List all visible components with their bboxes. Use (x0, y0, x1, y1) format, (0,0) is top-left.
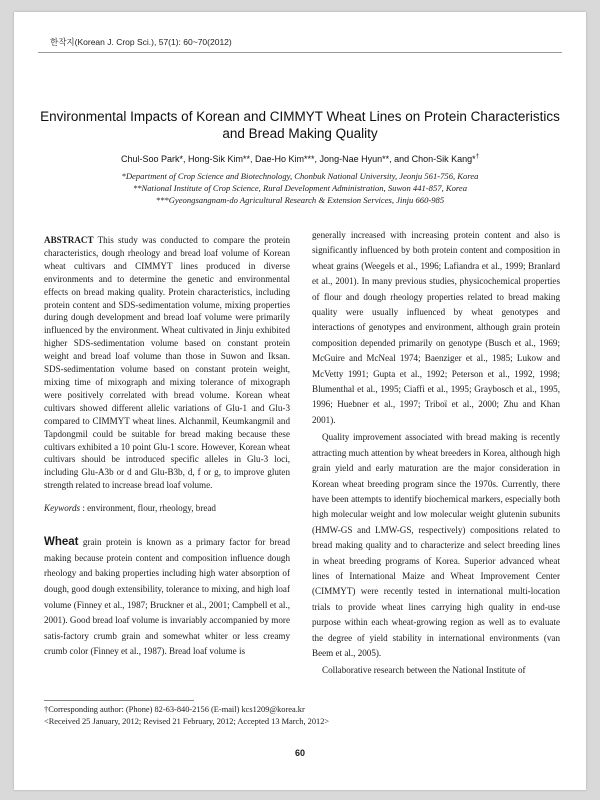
title-line-2: and Bread Making Quality (222, 126, 378, 141)
affiliation-3: ***Gyeongsangnam-do Agricultural Research & Extension Services, Jinju 660-985 (155, 195, 445, 205)
right-paragraph-1: generally increased with increasing protein content and also is significantly influenced by both protein content and composition in wheat grains (Weegels et al., 1996; Lafiandra et al., 1999; Branlard et al., 2001). In many previous studies, physicochemical properties of flour and dough rheology properties related to bread making quality were usually influenced by wheat genotypes and interactions of genotypes and environment, although grain protein composition depended primarily on genotype (Busch et al., 1969; McGuire and McNeal 1974; Baenziger et al., 1985; Lukow and McVetty 1991; Gupta et al., 1992; Peterson et al., 1992, 1998; Blumenthal et al., 1995; Ciaffi et al., 1995; Graybosch et al., 1995, 1996; Huebner et al., 1997; Triboï et al., 2000; Zhu and Khan 2001). (312, 230, 560, 425)
abstract (44, 234, 290, 492)
right-paragraph-2: Quality improvement associated with bread making is recently attracting much attention by wheat breeders in Korea, although high grain yield and early maturation are the major consideration in Korean wheat breeding program since the 1970s. Currently, there have been attempts to identify biochemical markers, especially both high molecular weight and low molecular weight glutenin subunits (HMW-GS and LMW-GS, respectively) compositions related to bread making quality and to characterize and select breeding lines in wheat breeding programs of Korea. Superior advanced wheat lines of International Maize and Wheat Improvement Center (CIMMYT) were recently tested in international multi-location trials to provide wheat lines carrying high quality in end-use purpose within each wheat-growing region as well as to evaluate the degree of yield stability in international environments (van Beem et al., 2005). (312, 432, 560, 658)
footnotes (44, 704, 562, 727)
paper-page (14, 12, 586, 790)
corresponding-mark: † (475, 154, 479, 160)
right-paragraph-3: Collaborative research between the National Institute of (322, 665, 526, 676)
abstract-label: ABSTRACT (44, 235, 94, 245)
intro-lead-word: Wheat (44, 536, 79, 549)
paper-title (34, 108, 566, 142)
affiliation-2: **National Institute of Crop Science, Rural Development Administration, Suwon 441-857, Korea (132, 183, 468, 193)
left-column (44, 234, 290, 660)
title-line-1: Environmental Impacts of Korean and CIMMYT Wheat Lines on Protein Characteristics (40, 109, 560, 124)
keywords-text: : environment, flour, rheology, bread (82, 503, 216, 514)
header-rule (38, 52, 562, 53)
keywords-label: Keywords (44, 503, 81, 514)
received-dates: <Received 25 January, 2012; Revised 21 February, 2012; Accepted 13 March, 2012> (44, 716, 330, 726)
intro-text: grain protein is known as a primary factor for bread making because protein content and composition influence dough rheology and baking properties including high water absorption of dough, good dough extensibility, tolerance to mixing, and high loaf volume (Finney et al., 1987; Bruckner et al., 2001; Campbell et al., 2001). Good bread loaf volume is invariably accompanied by more satis-factory crumb grain and somewhat whiter or less creamy crumb color (Finney et al., 1987). Bread loaf volume is (44, 537, 290, 657)
introduction-paragraph (44, 535, 290, 660)
author-list (34, 154, 566, 164)
right-column (312, 228, 560, 679)
affiliations (34, 170, 566, 206)
running-head: 한작지(Korean J. Crop Sci.), 57(1): 60~70(2012) (50, 37, 232, 47)
keywords (44, 502, 290, 515)
page-number: 60 (294, 748, 305, 758)
corresponding-author-note: †Corresponding author: (Phone) 82-63-840-2156 (E-mail) kcs1209@korea.kr (44, 705, 305, 714)
affiliation-1: *Department of Crop Science and Biotechnology, Chonbuk National University, Jeonju 561-756, Korea (121, 171, 479, 181)
abstract-text: This study was conducted to compare the protein characteristics, dough rheology and bread loaf volume of Korean wheat cultivars and CIMMYT lines produced in diverse environments and to determine the genetic and environmental effects on bread making quality. Protein characteristics, including protein content and SDS-sedimentation volume, mixing properties during dough development and bread loaf volume were primarily influenced by the environment. Wheat cultivated in Jinju exhibited higher SDS-sedimentation volume based on constant protein weight and bread loaf volume than those in Suwon and Iksan. SDS-sedimentation volume based on constant protein weight, mixing time of mixograph and mixing tolerance of mixograph were positively correlated with bread volume. Korean wheat cultivars showed different allelic variations of Glu-1 and Glu-3 compared to CIMMYT wheat lines. Alchanmil, Keumkangmil and Tapdongmil could be suitable for bread making because these cultivars exhibited a 10 point Glu-1 score. However, Korean wheat cultivars should be introduced specific alleles in Glu-3 loci, including Glu-A3b or d and Glu-B3b, d, f or g, to improve gluten strength related to increase bread loaf volume. (44, 235, 291, 491)
footnote-rule (44, 700, 194, 701)
authors-text: Chul-Soo Park*, Hong-Sik Kim**, Dae-Ho Kim***, Jong-Nae Hyun**, and Chon-Sik Kang* (120, 154, 476, 164)
